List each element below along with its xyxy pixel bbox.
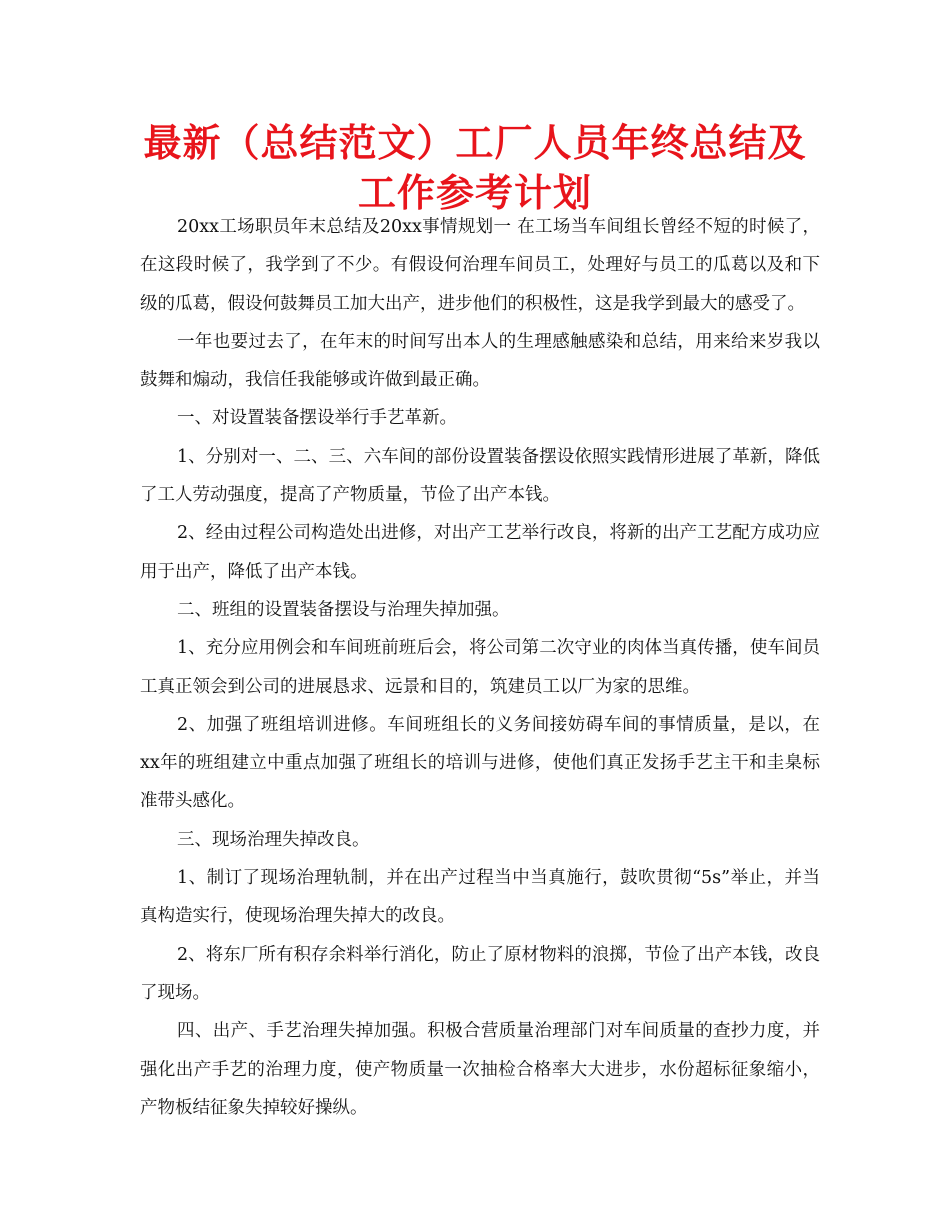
intro-paragraph: 20xx工场职员年末总结及20xx事情规划一 在工场当车间组长曾经不短的时候了，在这段时候了，我学到了不少。有假设何治理车间员工，处理好与员工的瓜葛以及和下级的瓜葛，假设何鼓舞员工加大出产，进步他们的积极性，这是我学到最大的感受了。 — [140, 217, 820, 314]
equipment-item-1: 1、分别对一、二、三、六车间的部份设置装备摆设依照实践情形进展了革新，降低了工人劳动强度，提高了产物质量，节俭了出产本钱。 — [140, 446, 820, 506]
section-heading-site: 三、现场治理失掉改良。 — [177, 829, 370, 850]
document-body — [140, 208, 820, 1127]
section-production-quality: 四、出产、手艺治理失掉加强。积极合营质量治理部门对车间质量的查抄力度，并强化出产手艺的治理力度，使产物质量一次抽检合格率大大进步，水份超标征象缩小，产物板结征象失掉较好操纵。 — [140, 1021, 820, 1118]
equipment-item-2: 2、经由过程公司构造处出进修，对出产工艺举行改良，将新的出产工艺配方成功应用于出产，降低了出产本钱。 — [140, 523, 820, 582]
section-heading-team: 二、班组的设置装备摆设与治理失掉加强。 — [177, 599, 510, 620]
site-item-1: 1、制订了现场治理轨制，并在出产过程当中当真施行，鼓吹贯彻“5s”举止，并当真构造实行，使现场治理失掉大的改良。 — [140, 868, 820, 927]
site-item-2: 2、将东厂所有积存余料举行消化，防止了原材物料的浪掷，节俭了出产本钱，改良了现场。 — [140, 944, 820, 1003]
team-item-2: 2、加强了班组培训进修。车间班组长的义务间接妨碍车间的事情质量，是以，在xx年的班组建立中重点加强了班组长的培训与进修，使他们真正发扬手艺主干和圭臬标准带头感化。 — [140, 714, 820, 812]
year-reflection-paragraph: 一年也要过去了，在年末的时间写出本人的生理感触感染和总结，用来给来岁我以鼓舞和煽动，我信任我能够或许做到最正确。 — [140, 331, 820, 391]
document-title: 最新（总结范文）工厂人员年终总结及工作参考计划 — [143, 121, 807, 215]
team-item-1: 1、充分应用例会和车间班前班后会，将公司第二次守业的肉体当真传播，使车间员工真正领会到公司的进展恳求、远景和目的，筑建员工以厂为家的思维。 — [140, 638, 820, 697]
section-heading-equipment: 一、对设置装备摆设举行手艺革新。 — [177, 408, 457, 429]
